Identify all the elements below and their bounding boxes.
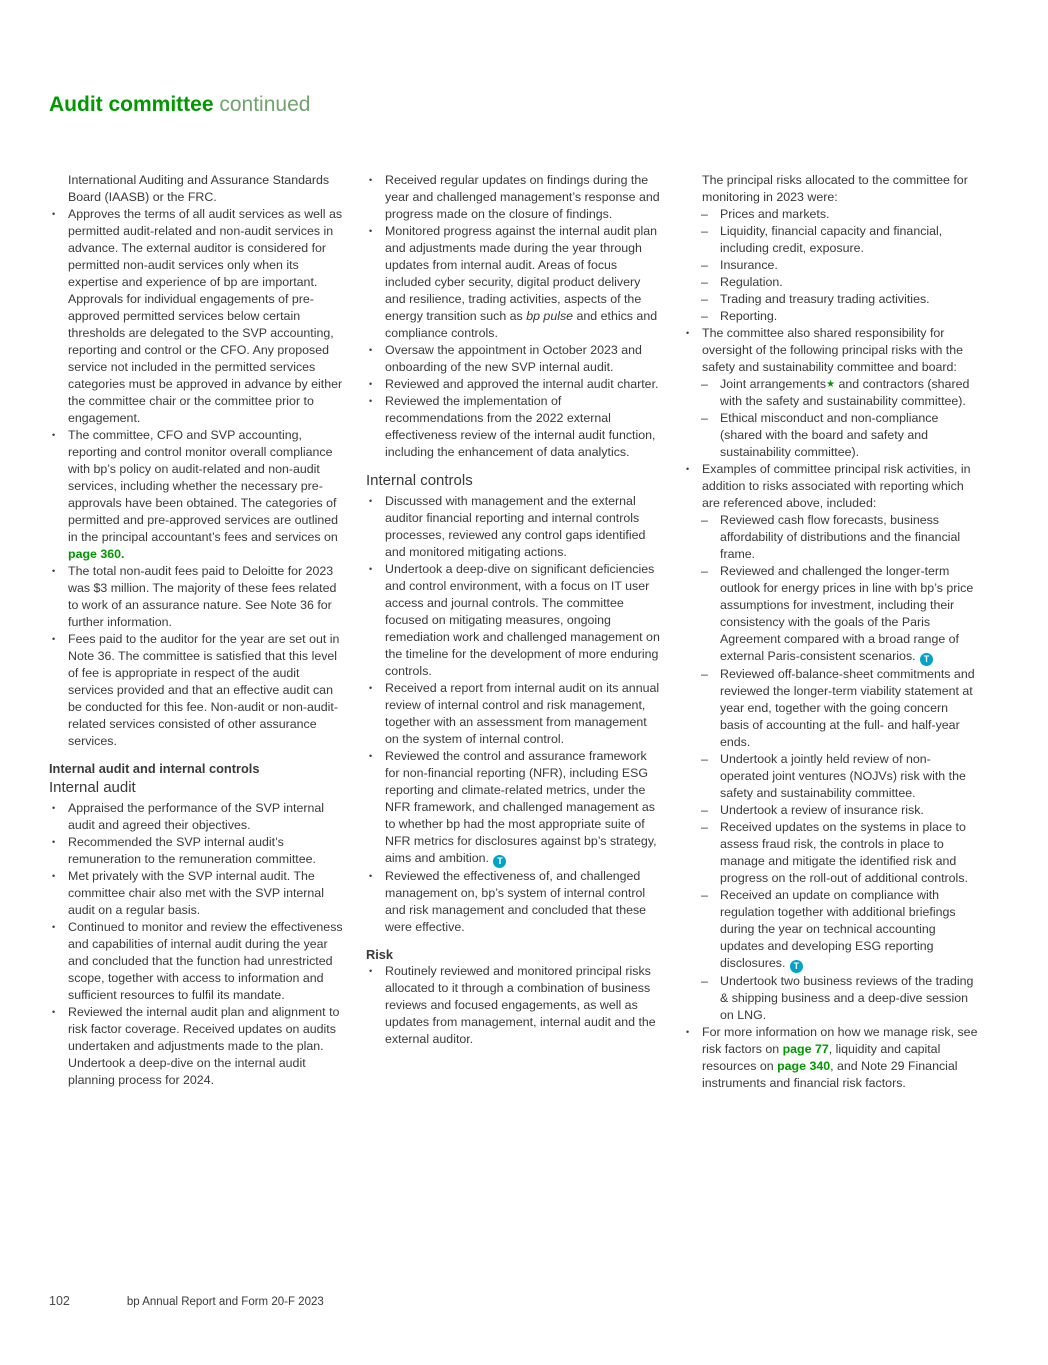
text-content xyxy=(385,173,660,221)
text-run: Reviewed the effectiveness of, and challenged management on, bp’s system of internal control and risk management and concluded that these were effective. xyxy=(385,869,647,934)
dash-marker: – xyxy=(701,377,708,391)
text-run: Approves the terms of all audit services as well as permitted audit-related and non-audit services in advance. The external auditor is considered for permitted non-audit services only when its expertise and experience of bp are important. Approvals for individual engagements of pre-approved permitted services below certain thresholds are delegated to the SVP accounting, reporting and control or the CFO. Any proposed service not included in the permitted services categories must be approved in advance by either the committee chair or the committee prior to engagement. xyxy=(68,207,343,425)
text-run: Routinely reviewed and monitored principal risks allocated to it through a combination of business reviews and focused engagements, as well as updates from management, internal audit and the external auditor. xyxy=(385,964,656,1046)
text-run: bp pulse xyxy=(526,309,574,323)
text-run: Ethical misconduct and non-compliance (shared with the board and safety and sustainability committee). xyxy=(720,411,939,459)
text-run: and contractors (shared with the safety and sustainability committee). xyxy=(720,377,970,408)
text-content xyxy=(68,564,336,629)
bullet-item xyxy=(366,493,661,561)
text-content xyxy=(720,411,938,459)
bullet-item xyxy=(49,206,344,427)
bullet-marker: • xyxy=(52,922,56,932)
section-heading xyxy=(49,778,344,797)
bullet-marker: • xyxy=(52,1007,56,1017)
text-content xyxy=(385,343,642,374)
dash-item xyxy=(683,206,978,223)
bullet-item xyxy=(366,223,661,342)
bullet-item xyxy=(49,834,344,868)
circle-t-icon: T xyxy=(790,960,803,973)
text-run: Risk xyxy=(366,947,394,962)
dash-marker: – xyxy=(701,513,708,527)
text-run: Internal audit and internal controls xyxy=(49,761,260,776)
text-content xyxy=(68,207,342,425)
bullet-item xyxy=(366,393,661,461)
dash-item xyxy=(683,274,978,291)
text-content xyxy=(720,309,777,323)
text-run: Reviewed and approved the internal audit charter. xyxy=(385,377,659,391)
circle-t-icon: T xyxy=(493,855,506,868)
text-run: The principal risks allocated to the committee for monitoring in 2023 were: xyxy=(702,173,968,204)
page-title-main: Audit committee xyxy=(49,93,214,116)
bullet-item xyxy=(49,427,344,563)
text-content xyxy=(720,803,924,817)
bullet-marker: • xyxy=(686,1027,690,1037)
dash-marker: – xyxy=(701,258,708,272)
text-run: The committee, CFO and SVP accounting, reporting and control monitor overall compliance with bp’s policy on audit-related and non-audit services, including whether the necessary pre-approvals have been obtained. The categories of permitted and pre-approved services are outlined in the principal accountant’s fees and services on xyxy=(68,428,338,544)
bullet-marker: • xyxy=(52,566,56,576)
dash-item xyxy=(683,410,978,461)
dash-marker: – xyxy=(701,292,708,306)
text-run: Reviewed off-balance-sheet commitments and reviewed the longer-term viability statement at year end, together with the going concern basis of accounting at the full- and half-year ends. xyxy=(720,667,975,749)
text-content xyxy=(720,667,975,749)
text-run: Received a report from internal audit on its annual review of internal control and risk management, together with an assessment from management on the system of internal control. xyxy=(385,681,660,746)
bullet-marker: • xyxy=(52,430,56,440)
bullet-item xyxy=(49,919,344,1004)
text-run: Received updates on the systems in place to assess fraud risk, the controls in place to manage and mitigate the identified risk and progress on the roll-out of additional controls. xyxy=(720,820,968,885)
footer-report-title: bp Annual Report and Form 20-F 2023 xyxy=(126,1296,324,1308)
dash-marker: – xyxy=(701,803,708,817)
dash-marker: – xyxy=(701,888,708,902)
bullet-item xyxy=(683,461,978,512)
dash-item xyxy=(683,376,978,410)
text-content xyxy=(49,779,136,796)
text-content xyxy=(720,258,778,272)
text-run: Reviewed the implementation of recommendations from the 2022 external effectiveness review of the internal audit function, including the enhancement of data analytics. xyxy=(385,394,656,459)
bullet-marker: • xyxy=(369,379,373,389)
page-link[interactable]: page 77 xyxy=(782,1042,829,1056)
bullet-marker: • xyxy=(52,803,56,813)
text-content xyxy=(68,835,316,866)
text-run: The committee also shared responsibility for oversight of the following principal risks with the safety and sustainability committee and board: xyxy=(702,326,964,374)
dash-item xyxy=(683,308,978,325)
circle-t-icon: T xyxy=(920,653,933,666)
text-run: The total non-audit fees paid to Deloitte for 2023 was $3 million. The majority of these fees related to work of an assurance nature. See Note 36 for further information. xyxy=(68,564,337,629)
dash-marker: – xyxy=(701,752,708,766)
text-run: Reporting. xyxy=(720,309,778,323)
text-content xyxy=(68,632,339,748)
text-run: Examples of committee principal risk activities, in addition to risks associated with reporting which are referenced above, included: xyxy=(702,462,971,510)
bullet-marker: • xyxy=(369,226,373,236)
dash-marker: – xyxy=(701,275,708,289)
text-run: Discussed with management and the external auditor financial reporting and internal controls processes, reviewed any control gaps identified and monitored mitigating actions. xyxy=(385,494,646,559)
column-left xyxy=(49,172,344,1092)
text-content xyxy=(720,564,973,663)
bullet-item xyxy=(683,1024,978,1092)
dash-item xyxy=(683,751,978,802)
bullet-item xyxy=(366,868,661,936)
bullet-marker: • xyxy=(52,209,56,219)
text-content xyxy=(68,920,343,1002)
text-run: Reviewed cash flow forecasts, business affordability of distributions and the financial frame. xyxy=(720,513,961,561)
dash-marker: – xyxy=(701,974,708,988)
text-content xyxy=(720,275,783,289)
bullet-item xyxy=(366,376,661,393)
text-run: Oversaw the appointment in October 2023 and onboarding of the new SVP internal audit. xyxy=(385,343,642,374)
dash-item xyxy=(683,802,978,819)
page-title xyxy=(49,92,310,118)
dash-item xyxy=(683,563,978,666)
dash-marker: – xyxy=(701,224,708,238)
text-content xyxy=(720,224,942,255)
page-number: 102 xyxy=(49,1294,70,1308)
dash-item xyxy=(683,887,978,973)
bullet-item xyxy=(683,325,978,376)
text-run: Met privately with the SVP internal audit. The committee chair also met with the SVP internal audit on a regular basis. xyxy=(68,869,324,917)
text-content xyxy=(702,326,963,374)
dash-item xyxy=(683,973,978,1024)
section-heading-bold xyxy=(49,760,344,777)
bullet-marker: • xyxy=(52,634,56,644)
body-paragraph xyxy=(683,172,978,206)
text-run: Received regular updates on findings during the year and challenged management’s response and progress made on the closure of findings. xyxy=(385,173,660,221)
bullet-marker: • xyxy=(369,496,373,506)
star-icon: ★ xyxy=(826,379,836,390)
dash-item xyxy=(683,819,978,887)
text-run: Trading and treasury trading activities. xyxy=(720,292,930,306)
text-content xyxy=(385,494,645,559)
text-content xyxy=(720,752,966,800)
text-content xyxy=(385,749,657,865)
bullet-item xyxy=(366,963,661,1048)
page-link[interactable]: page 340 xyxy=(777,1059,831,1073)
text-content xyxy=(720,820,968,885)
bullet-marker: • xyxy=(369,396,373,406)
text-content xyxy=(68,801,324,832)
text-content xyxy=(385,394,655,459)
text-content xyxy=(720,974,973,1022)
text-content xyxy=(720,377,969,408)
text-run: Joint arrangements xyxy=(720,377,827,391)
text-content xyxy=(68,1005,339,1087)
bullet-marker: • xyxy=(52,837,56,847)
bullet-item xyxy=(49,631,344,750)
text-content xyxy=(68,428,338,561)
text-run: , and Note 29 Financial instruments and financial risk factors. xyxy=(702,1059,958,1090)
text-run: Reviewed the internal audit plan and alignment to risk factor coverage. Received updates on audits undertaken and adjustments made to the plan. Undertook a deep-dive on the internal audit planning process for 2024. xyxy=(68,1005,340,1087)
text-content xyxy=(385,681,659,746)
bullet-item xyxy=(366,342,661,376)
bullet-marker: • xyxy=(52,871,56,881)
text-run: Reviewed and challenged the longer-term outlook for energy prices in line with bp’s price assumptions for investment, including their consistency with the goals of the Paris Agreement compared with a broad range of external Paris-consistent scenarios. xyxy=(720,564,974,663)
dash-marker: – xyxy=(701,820,708,834)
column-middle xyxy=(366,172,661,1092)
text-content xyxy=(49,761,259,776)
body-paragraph xyxy=(49,172,344,206)
dash-item xyxy=(683,512,978,563)
bullet-item xyxy=(49,1004,344,1089)
text-run: Undertook a deep-dive on significant deficiencies and control environment, with a focus on IT user access and journal controls. The committee focused on mitigating measures, ongoing remediation work and challenged management on the timeline for the development of more enduring controls. xyxy=(385,562,660,678)
text-content xyxy=(720,207,830,221)
text-run: Internal controls xyxy=(366,472,473,489)
bullet-item xyxy=(366,172,661,223)
text-run: Undertook two business reviews of the trading & shipping business and a deep-dive session on LNG. xyxy=(720,974,974,1022)
dash-marker: – xyxy=(701,309,708,323)
text-content xyxy=(720,292,930,306)
text-run: Undertook a review of insurance risk. xyxy=(720,803,924,817)
bullet-marker: • xyxy=(369,966,373,976)
column-right xyxy=(683,172,978,1092)
text-run: Received an update on compliance with regulation together with additional briefings during the year on technical accounting updates and developing ESG reporting disclosures. xyxy=(720,888,956,970)
text-content xyxy=(366,947,393,962)
bullet-item xyxy=(49,800,344,834)
content-columns xyxy=(49,172,978,1092)
text-content xyxy=(68,869,324,917)
dash-marker: – xyxy=(701,667,708,681)
text-run: , liquidity and capital resources on xyxy=(702,1042,941,1073)
text-content xyxy=(68,173,329,204)
dash-marker: – xyxy=(701,411,708,425)
bullet-marker: • xyxy=(686,464,690,474)
text-run: Prices and markets. xyxy=(720,207,830,221)
text-content xyxy=(720,888,956,970)
bullet-marker: • xyxy=(686,328,690,338)
text-run: Fees paid to the auditor for the year are set out in Note 36. The committee is satisfied that this level of fee is appropriate in respect of the audit services provided and that an effective audit can be conducted for this fee. Non-audit or non-audit-related services consisted of other assurance services. xyxy=(68,632,340,748)
bullet-item xyxy=(366,561,661,680)
text-run: For more information on how we manage risk, see risk factors on xyxy=(702,1025,978,1056)
text-content xyxy=(385,224,657,340)
bullet-marker: • xyxy=(369,345,373,355)
dash-marker: – xyxy=(701,207,708,221)
dash-item xyxy=(683,291,978,308)
bullet-item xyxy=(366,748,661,868)
text-content xyxy=(702,462,971,510)
text-run: and ethics and compliance controls. xyxy=(385,309,658,340)
bullet-marker: • xyxy=(369,564,373,574)
text-content xyxy=(702,173,968,204)
text-content xyxy=(385,562,660,678)
page-footer xyxy=(49,1294,324,1308)
text-run: Liquidity, financial capacity and financial, including credit, exposure. xyxy=(720,224,943,255)
section-heading xyxy=(366,471,661,490)
text-content xyxy=(385,869,646,934)
text-content xyxy=(385,377,658,391)
text-run: International Auditing and Assurance Standards Board (IAASB) or the FRC. xyxy=(68,173,330,204)
bullet-marker: • xyxy=(369,683,373,693)
bullet-item xyxy=(49,563,344,631)
text-content xyxy=(366,472,473,489)
bullet-marker: • xyxy=(369,751,373,761)
section-heading-bold xyxy=(366,946,661,963)
text-run: Monitored progress against the internal audit plan and adjustments made during the year through updates from internal audit. Areas of focus included cyber security, digital product delivery and resilience, trading activities, aspects of the energy transition such as xyxy=(385,224,658,323)
text-run: Insurance. xyxy=(720,258,778,272)
text-run: Undertook a jointly held review of non-operated joint ventures (NOJVs) risk with the safety and sustainability committee. xyxy=(720,752,966,800)
dash-item xyxy=(683,257,978,274)
text-content xyxy=(702,1025,977,1090)
text-run: Continued to monitor and review the effectiveness and capabilities of internal audit during the year and concluded that the function had unrestricted scope, together with access to information and sufficient resources to fulfil its mandate. xyxy=(68,920,343,1002)
text-run: Reviewed the control and assurance framework for non-financial reporting (NFR), including ESG reporting and climate-related metrics, under the NFR framework, and challenged management as to whether bp had the most appropriate suite of NFR metrics for disclosures against bp’s strategy, aims and ambition. xyxy=(385,749,657,865)
text-run: Recommended the SVP internal audit’s remuneration to the remuneration committee. xyxy=(68,835,316,866)
dash-item xyxy=(683,223,978,257)
bullet-marker: • xyxy=(369,871,373,881)
text-run: Regulation. xyxy=(720,275,783,289)
bullet-item xyxy=(49,868,344,919)
text-run: Appraised the performance of the SVP internal audit and agreed their objectives. xyxy=(68,801,324,832)
dash-item xyxy=(683,666,978,751)
text-run: Internal audit xyxy=(49,779,136,796)
page-link[interactable]: page 360. xyxy=(68,547,125,561)
bullet-marker: • xyxy=(369,175,373,185)
page-header xyxy=(49,92,310,118)
page-title-continued: continued xyxy=(213,93,311,116)
dash-marker: – xyxy=(701,564,708,578)
bullet-item xyxy=(366,680,661,748)
text-content xyxy=(385,964,656,1046)
text-content xyxy=(720,513,960,561)
